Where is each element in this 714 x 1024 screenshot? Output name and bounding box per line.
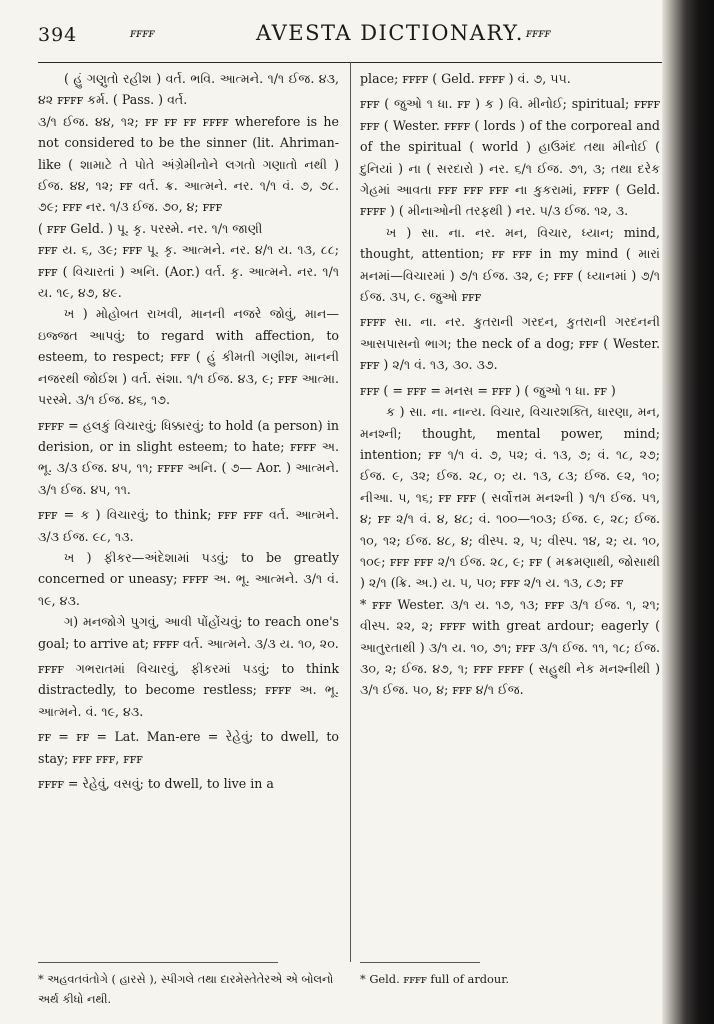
dictionary-entry: ꜰꜰꜰꜰ ગભરાતમાં વિચારવું, ફીકરમાં પડવું; to think distractedly, to become restless; ꜰꜰꜰꜰ અ. ભૂ. આત્મને. વં. ૧૯, ૪૩. <box>38 660 339 719</box>
column-divider <box>350 62 351 962</box>
dictionary-entry: ꜰꜰꜰ ય. ૬, ૩૯; ꜰꜰꜰ પૂ. કૃ. આત્મને. નર. ૪/૧ ય. ૧૩, ૮૮; ꜰꜰꜰ ( વિચારતાં ) અનિ. (Aor.) વર્ત. કૃ. આત્મને. નર. ૧/૧ ય. ૧૯, ૪૭, ૪૯. <box>38 242 339 301</box>
dictionary-entry: ( હું ગણુતો રહીશ ) વર્ત. ભવિ. આત્મને. ૧/૧ ઈજ. ૪૩, ૪૨ ꜰꜰꜰꜰ કર્મ. ( Pass. ) વર્ત. <box>38 71 339 108</box>
dictionary-page <box>38 18 662 1006</box>
page-title: AVESTA DICTIONARY. <box>256 21 524 45</box>
footnote-rule-left <box>38 962 278 963</box>
footnote-rule-right <box>360 962 480 963</box>
dictionary-entry: ꜰꜰꜰꜰ સા. ના. નર. કુતરાની ગરદન, કુતરાની ગરદનની આસપાસનો ભાગ; the neck of a dog; ꜰꜰꜰ ( Wester. ꜰꜰꜰ ) ૨/૧ વં. ૧૩, ૩૦. ૩૭. <box>360 314 660 373</box>
right-column <box>360 68 660 701</box>
dictionary-entry: ꜰꜰ = ꜰꜰ = Lat. Man-ere = રેહેવું; to dwell, to stay; ꜰꜰꜰ ꜰꜰꜰ, ꜰꜰꜰ <box>38 729 339 766</box>
dictionary-entry: ખ ) મોહોબત રાખવી, માનની નજરે જોવું, માન—ઇજ્જત આપવું; to regard with affection, to esteem, to respect; ꜰꜰꜰ ( હું કીમતી ગણીશ, માનની નજરથી જોઈશ ) વર્ત. સંશા. ૧/૧ ઈજ. ૪૩, ૯; ꜰꜰꜰ આત્મા. પરસ્મે. ૩/૧ ઈજ. ૪૬, ૧૭. <box>38 306 339 408</box>
dictionary-entry: ꜰꜰꜰꜰ = હલકું વિચારવું; ધિક્કારવું; to hold (a person) in derision, or in slight esteem; to hate; ꜰꜰꜰꜰ અ. ભૂ. ૩/૩ ઈજ. ૪૫, ૧૧; ꜰꜰꜰꜰ અનિ. ( ૭— Aor. ) આત્મને. ૩/૧ ઈજ. ૪૫, ૧૧. <box>38 417 339 497</box>
scan-page-edge <box>662 0 714 1024</box>
page-number: 394 <box>38 24 78 46</box>
running-head-script-left: ꜰꜰꜰꜰ <box>130 26 155 40</box>
footnote-left: * અહવતવંતોગે ( હારસે ), સ્પીગલે તથા દારમેસ્તેતેરએ એ બોલનો અર્થ કીધો નથી. <box>38 972 334 1006</box>
left-column <box>38 68 339 794</box>
dictionary-entry: ગ) મનજોગે પુગવું, આવી પોંહોંચવું; to reach one's goal; to arrive at; ꜰꜰꜰꜰ વર્ત. આત્મને. ૩/૩ ય. ૧૦, ૨૦. <box>38 614 339 651</box>
dictionary-entry: * ꜰꜰꜰ Wester. ૩/૧ ય. ૧૭, ૧૩; ꜰꜰꜰ ૩/૧ ઈજ. ૧, ૨૧; વીસ્પ. ૨૨, ૨; ꜰꜰꜰꜰ with great ardour; eagerly ( આતુરતાથી ) ૩/૧ ય. ૧૦, ૭૧; ꜰꜰꜰ ૩/૧ ઈજ. ૧૧, ૧૮; ઈજ. ૩૦, ૨; ઈજ. ૪૭, ૧; ꜰꜰꜰ ꜰꜰꜰꜰ ( સહુથી નેક મનશ્નીથી ) ૩/૧ ઈજ. ૫૦, ૪; ꜰꜰꜰ ૪/૧ ઈજ. <box>360 596 660 698</box>
dictionary-entry: place; ꜰꜰꜰꜰ ( Geld. ꜰꜰꜰꜰ ) વં. ૭, ૫૫. <box>360 71 571 86</box>
dictionary-entry: ꜰꜰꜰ ( = ꜰꜰꜰ = મનસ = ꜰꜰꜰ ) ( જુઓ ૧ ધા. ꜰꜰ ) <box>360 382 616 398</box>
dictionary-entry: ખ ) સા. ના. નર. મન, વિચાર, ધ્યાન; mind, thought, attention; ꜰꜰ ꜰꜰꜰ in my mind ( મારાં મનમાં—વિચારમાં ) ૭/૧ ઈજ. ૩૨, ૯; ꜰꜰꜰ ( ધ્યાનમાં ) ૭/૧ ઈજ. ૩૫, ૯. જુઓ ꜰꜰꜰ <box>360 224 660 305</box>
dictionary-entry: ( ꜰꜰꜰ Geld. ) પૂ. કૃ. પરસ્મે. નર. ૧/૧ જાણી <box>38 220 263 236</box>
dictionary-entry: ક ) સા. ના. નાન્ય. વિચાર, વિચારશક્તિ, ધારણા, મન, મનશ્ની; thought, mental power, mind; intention; ꜰꜰ ૧/૧ વં. ૭, ૫૨; વં. ૧૩, ૭; વં. ૧૮, ૨૭; ઈજ. ૯, ૩૨; ઈજ. ૨૮, ૦; ય. ૧૩, ૮૩; ઈજ. ૯૨, ૧૦; નીઆ. ૫, ૧૬; ꜰꜰ ꜰꜰꜰ ( સર્વોત્તમ મનશ્ની ) ૧/૧ ઈજ. ૫૧, ૪; ꜰꜰ ૨/૧ વં. ૪, ૪૮; વં. ૧૦૦—૧૦૩; ઈજ. ૯, ૨૮; ઈજ. ૧૦, ૧૨; ઈજ. ૪૮, ૪; વીસ્પ. ૨, ૫; વીસ્પ. ૧૪, ૨; ય. ૧૦, ૧૦૯; ꜰꜰꜰ ꜰꜰꜰ ૨/૧ ઈજ. ૨૮, ૯; ꜰꜰ ( મક્રમણાથી, જોસાથી ) ૨/૧ (ક્રિ. અ.) ય. ૫, ૫૦; ꜰꜰꜰ ૨/૧ ય. ૧૩, ૮૭; ꜰꜰ <box>360 404 660 591</box>
footnote-right: * Geld. ꜰꜰꜰꜰ full of ardour. <box>360 972 510 986</box>
dictionary-entry: ખ ) ફીકર—અંદેશામાં પડવું; to be greatly concerned or uneasy; ꜰꜰꜰꜰ અ. ભૂ. આત્મને. ૩/૧ વં. ૧૯, ૪૩. <box>38 549 339 608</box>
running-head-script-right: ꜰꜰꜰꜰ <box>526 26 551 40</box>
dictionary-entry: ꜰꜰꜰ = ક ) વિચારવું; to think; ꜰꜰꜰ ꜰꜰꜰ વર્ત. આત્મને. ૩/૩ ઈજ. ૯૮, ૧૩. <box>38 507 339 544</box>
running-head <box>38 18 662 48</box>
dictionary-entry: ꜰꜰꜰꜰ = રેહેવું, વસવું; to dwell, to live in a <box>38 776 274 791</box>
dictionary-entry: ૩/૧ ઈજ. ૪૪, ૧૨; ꜰꜰ ꜰꜰ ꜰꜰ ꜰꜰꜰꜰ wherefore is he not considered to be the sinner (lit. Ahriman-like ( શામાટે તે પોતે અંગ્રેમીનોને લગતો ગણાતો નથી ) ઈજ. ૪૪, ૧૨; ꜰꜰ વર્ત. ક્ર. આત્મને. નર. ૧/૧ વં. ૭, ૭૮. ૭૯; ꜰꜰꜰ નર. ૧/૩ ઈજ. ૭૦, ૪; ꜰꜰꜰ <box>38 113 339 215</box>
dictionary-entry: ꜰꜰꜰ ( જુઓ ૧ ધા. ꜰꜰ ) ક ) વિ. મીનોઈ; spiritual; ꜰꜰꜰꜰ ꜰꜰꜰ ( Wester. ꜰꜰꜰꜰ ( lords ) of the corporeal and of the spiritual ( world ) હાઉમંદ તથા મીનોઈ ( દુનિયાં ) ના ( સરદારો ) નર. ૬/૧ ઈજ. ૭૧, ૩; તથા દરેક ગેહમાં આવતા ꜰꜰꜰ ꜰꜰꜰ ꜰꜰꜰ ના કુકરામાં, ꜰꜰꜰꜰ ( Geld. ꜰꜰꜰꜰ ) ( મીનાઓની તરફથી ) નર. ૫/૩ ઈજ. ૧૨, ૩. <box>360 96 660 219</box>
